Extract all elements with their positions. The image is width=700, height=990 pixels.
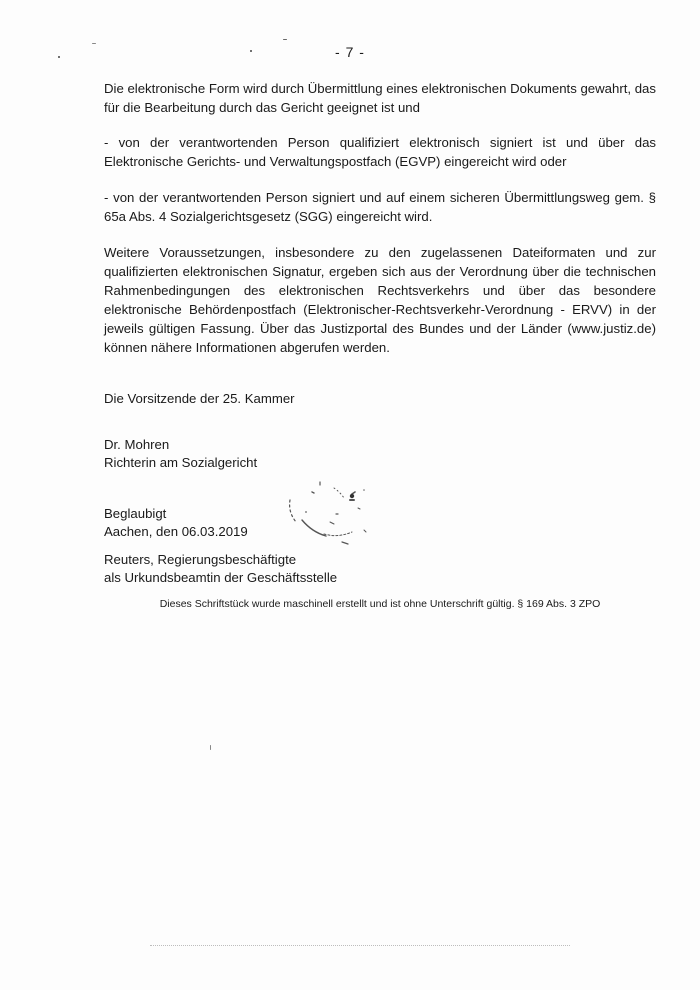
faded-seal-stamp — [272, 470, 382, 560]
signer-name: Dr. Mohren — [104, 437, 170, 452]
paragraph-further-requirements: Weitere Voraussetzungen, insbesondere zu den zugelassenen Dateiformaten und zur qualifizierten elektronischen Signatur, ergeben sich aus der Verordnung über die technischen Rahmenbedingungen des elektronischen Rechtsverkehrs und über das besondere elektronische Behördenpostfach (Elektronischer-Rechtsverkehr-Verordnung - ERVV) in der jeweils gültigen Fassung. Über das Justizportal des Bundes und der Länder (www.justiz.de) können nähere Informationen abgerufen werden. — [104, 245, 656, 355]
paragraph-secure-transmission: - von der verantwortenden Person signiert und auf einem sicheren Übermittlungsweg gem. § 65a Abs. 4 Sozialgerichtsgesetz (SGG) eingereicht wird. — [104, 190, 656, 224]
paragraph-electronic-form: Die elektronische Form wird durch Übermittlung eines elektronischen Dokuments gewahrt, das für die Bearbeitung durch das Gericht geeignet ist und — [104, 81, 656, 115]
footer-note: Dieses Schriftstück wurde maschinell erstellt und ist ohne Unterschrift gültig. § 169 Abs. 3 ZPO — [159, 598, 601, 610]
certification-place-date: Aachen, den 06.03.2019 — [104, 524, 248, 539]
scan-artifact-line — [150, 945, 570, 948]
page-number: - 7 - — [335, 44, 365, 60]
signer-block — [104, 436, 656, 472]
clerk-role: als Urkundsbeamtin der Geschäftsstelle — [104, 570, 338, 585]
signer-title: Richterin am Sozialgericht — [104, 455, 258, 470]
paragraph-egvp-submission: - von der verantwortenden Person qualifiziert elektronisch signiert ist und über das Elektronische Gerichts- und Verwaltungspostfach (EGVP) eingereicht wird oder — [104, 135, 656, 169]
scan-speck — [210, 745, 211, 750]
closing-line: Die Vorsitzende der 25. Kammer — [104, 391, 295, 406]
clerk-name: Reuters, Regierungsbeschäftigte — [104, 552, 297, 567]
certification-label: Beglaubigt — [104, 506, 167, 521]
scan-speck — [283, 39, 287, 40]
